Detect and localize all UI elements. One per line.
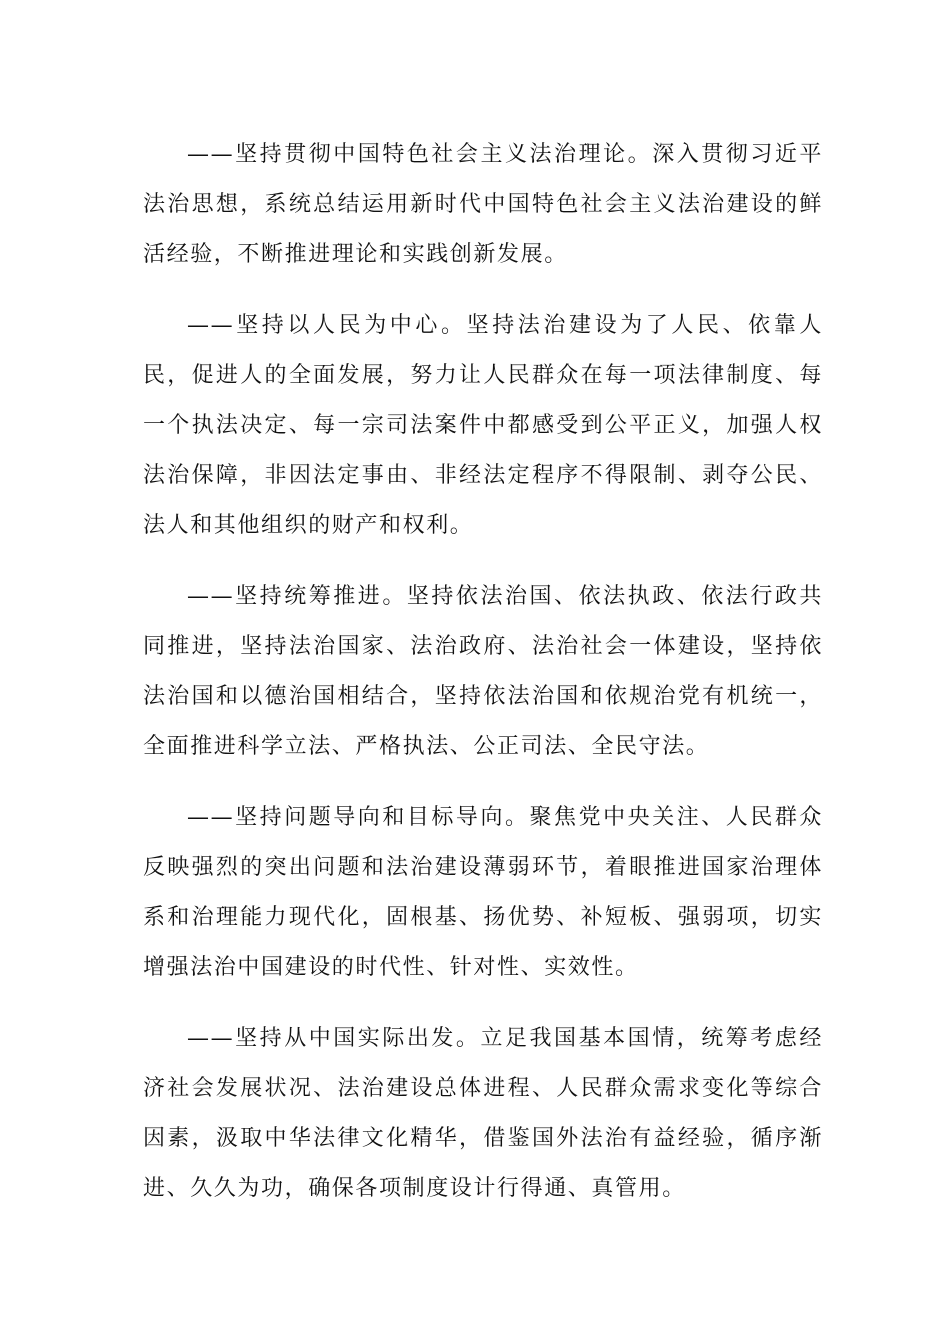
paragraph-4: ——坚持问题导向和目标导向。聚焦党中央关注、人民群众反映强烈的突出问题和法治建设薄弱环节，着眼推进国家治理体系和治理能力现代化，固根基、扬优势、补短板、强弱项，切实增强法治中国建设的时代性、针对性、实效性。 (143, 805, 823, 980)
paragraph-2: ——坚持以人民为中心。坚持法治建设为了人民、依靠人民，促进人的全面发展，努力让人民群众在每一项法律制度、每一个执法决定、每一宗司法案件中都感受到公平正义，加强人权法治保障，非因法定事由、非经法定程序不得限制、剥夺公民、法人和其他组织的财产和权利。 (143, 313, 823, 538)
paragraph-3: ——坚持统筹推进。坚持依法治国、依法执政、依法行政共同推进，坚持法治国家、法治政府、法治社会一体建设，坚持依法治国和以德治国相结合，坚持依法治国和依规治党有机统一，全面推进科学立法、严格执法、公正司法、全民守法。 (143, 584, 823, 759)
paragraph-5: ——坚持从中国实际出发。立足我国基本国情，统筹考虑经济社会发展状况、法治建设总体进程、人民群众需求变化等综合因素，汲取中华法律文化精华，借鉴国外法治有益经验，循序渐进、久久为功，确保各项制度设计行得通、真管用。 (143, 1026, 823, 1201)
document-body (143, 130, 823, 1214)
paragraph-1: ——坚持贯彻中国特色社会主义法治理论。深入贯彻习近平法治思想，系统总结运用新时代中国特色社会主义法治建设的鲜活经验，不断推进理论和实践创新发展。 (143, 142, 823, 267)
